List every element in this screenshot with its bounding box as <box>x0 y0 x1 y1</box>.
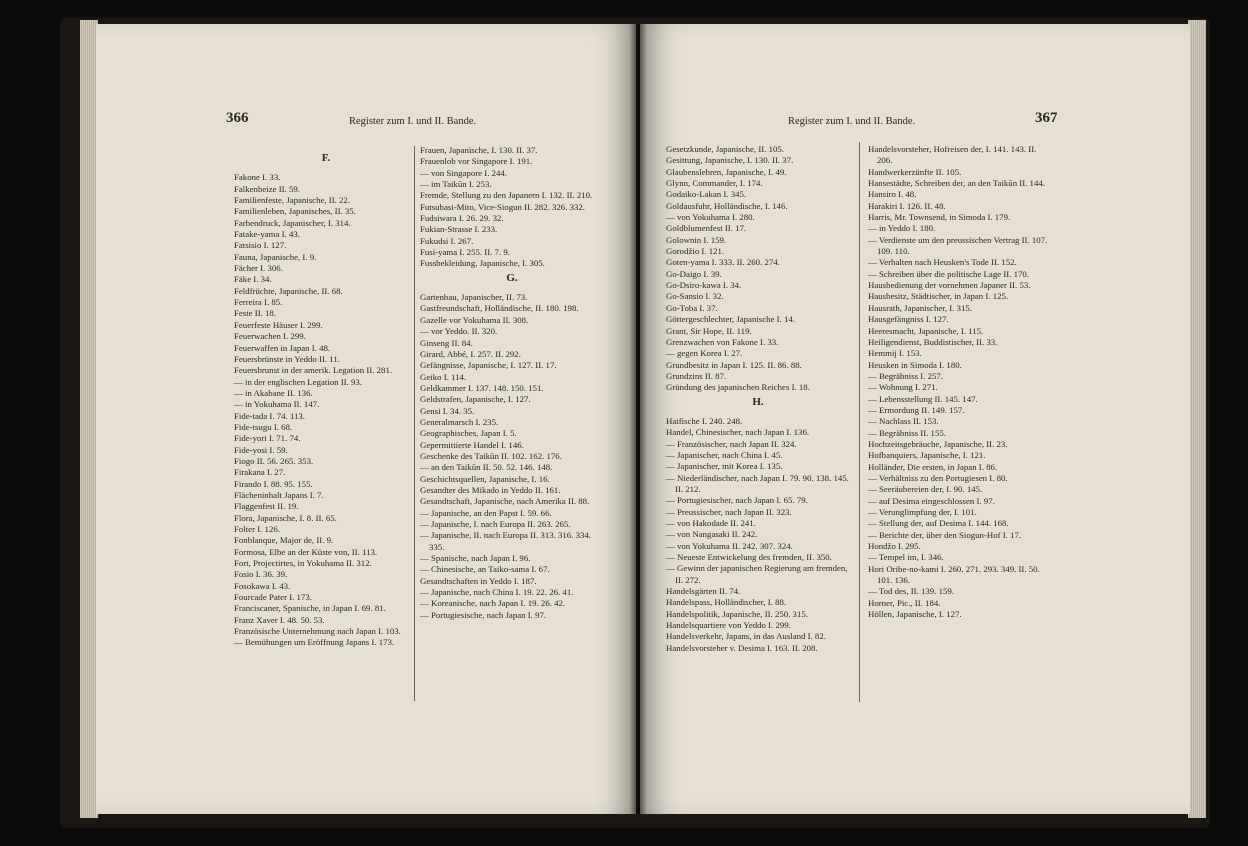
index-entry: Fonblanque, Major de, II. 9. <box>234 535 334 546</box>
index-column-right-1 <box>666 144 850 654</box>
index-entry: Fächer I. 306. <box>234 263 283 274</box>
index-entry: Geldstrafen, Japanische, I. 127. <box>420 394 531 405</box>
index-entry: — Bemühungen um Eröffnung Japans I. 173. <box>234 637 395 648</box>
index-entry: Goldausfuhr, Holländische, I. 146. <box>666 200 788 211</box>
index-entry: Göttergeschlechter, Japanische I. 14. <box>666 314 795 325</box>
index-entry: Gefängnisse, Japanische, I. 127. II. 17. <box>420 360 557 371</box>
index-entry: Handelsvorsteher v. Desima I. 163. II. 208. <box>666 642 818 653</box>
index-entry: Gesetzkunde, Japanische, II. 105. <box>666 144 784 154</box>
index-entry: Grundzins II. 87. <box>666 370 727 381</box>
index-entry: Godaiko-Lakan I. 345. <box>666 189 747 200</box>
index-entry: — Tod des, II. 139. 159. <box>868 586 954 597</box>
index-entry: Heiligendienst, Buddistischer, II. 33. <box>868 336 998 347</box>
index-entry: — an den Taikūn II. 50. 52. 146. 148. <box>420 462 553 473</box>
index-entry: — Chinesische, an Taiko-sama I. 67. <box>420 564 550 575</box>
index-entry: — in Akabane II. 136. <box>234 387 313 398</box>
index-entry: — Japanische, I. nach Europa II. 263. 265. <box>420 519 571 529</box>
index-entry: Französische Unternehmung nach Japan I. 103. <box>234 626 401 637</box>
index-entry: — vor Yeddo. II. 320. <box>420 326 498 337</box>
index-entry: Goldblumenfest II. 17. <box>666 223 747 234</box>
index-entry: Familienleben, Japanisches, II. 35. <box>234 206 356 217</box>
index-entry: — Japanischer, nach China I. 45. <box>666 449 783 460</box>
index-entry: Go-Dsiro-kawa I. 34. <box>666 280 742 291</box>
index-entry: Frauen, Japanische, I. 130. II. 37. <box>420 145 538 155</box>
index-entry: Grenzwachen von Fakone I. 33. <box>666 336 779 347</box>
index-entry: Flaggenfest II. 19. <box>234 501 299 512</box>
index-entry: Fakone I. 33. <box>234 172 281 183</box>
index-entry: Franciscaner, Spanische, in Japan I. 69. 81. <box>234 603 386 614</box>
right-page <box>640 24 1190 814</box>
index-entry: — Lebensstellung II. 145. 147. <box>868 393 978 404</box>
index-entry: — im Taikūn I. 253. <box>420 179 492 190</box>
index-entry: Geiko I. 114. <box>420 371 467 382</box>
index-entry: Handelsquartiere von Yeddo I. 299. <box>666 620 791 631</box>
running-head: Register zum I. und II. Bande. <box>349 116 477 127</box>
index-entry: Feste II. 18. <box>234 308 277 319</box>
index-entry: Goten-yama I. 333. II. 260. 274. <box>666 257 780 268</box>
index-entry: — Begräbniss II. 155. <box>868 427 946 438</box>
index-entry: Feuerfeste Häuser I. 299. <box>234 319 323 330</box>
index-entry: — Japanischer, mit Korea I. 135. <box>666 461 783 472</box>
index-entry: Hansiro I. 48. <box>868 189 917 200</box>
index-entry: — Ermordung II. 149. 157. <box>868 404 965 415</box>
index-entry: — Tempel im, I. 346. <box>868 552 944 563</box>
index-entry: Fide-yosi I. 59. <box>234 444 288 455</box>
index-entry: — Japanische, nach China I. 19. 22. 26. 41. <box>420 587 574 598</box>
index-entry: — in der englischen Legation II. 93. <box>234 376 363 387</box>
index-entry: Gorodžio I. 121. <box>666 246 725 257</box>
book-gutter <box>630 24 646 814</box>
index-entry: Fussbekleidung, Japanische, I. 305. <box>420 258 545 269</box>
page-edges-right <box>1188 20 1206 818</box>
index-entry: — Japanische, II. nach Europa II. 313. 316. 334. 335. <box>420 530 592 552</box>
index-entry: Go-Sansio I. 32. <box>666 291 724 302</box>
index-entry: — Wohnung I. 271. <box>868 382 938 393</box>
index-column-left-1 <box>234 150 418 649</box>
index-entry: — Preussischer, nach Japan II. 323. <box>666 506 792 517</box>
index-entry: Fiogo II. 56. 265. 353. <box>234 455 314 466</box>
index-entry: Fremde, Stellung zu den Japanern I. 132. II. 210. <box>420 190 593 201</box>
index-entry: Fatake-yama I. 43. <box>234 229 300 240</box>
index-entry: Harris, Mr. Townsend, in Simoda I. 179. <box>868 212 1011 223</box>
index-entry: — Neueste Entwickelung des fremden, II. 350. <box>666 552 832 563</box>
index-entry: Fosokawa I. 43. <box>234 580 291 591</box>
index-entry: Hofbanquiers, Japanische, I. 121. <box>868 450 986 461</box>
index-entry: Höllen, Japanische, I. 127. <box>868 609 962 620</box>
section-letter: G. <box>506 271 518 284</box>
index-entry: Hausrath, Japanischer, I. 315. <box>868 302 972 313</box>
index-entry: Grundbesitz in Japan I. 125. II. 86. 88. <box>666 359 802 370</box>
index-entry: Gepermittierte Handel I. 146. <box>420 439 524 450</box>
column-rule <box>859 142 860 702</box>
index-entry: Horner, Pic., II. 184. <box>868 597 941 608</box>
index-entry: Geschenke des Taikūn II. 102. 162. 176. <box>420 450 562 461</box>
index-entry: — von Singapore I. 244. <box>420 167 507 178</box>
index-entry: Fosio I. 36. 39. <box>234 569 288 580</box>
index-entry: — Berichte der, über den Siogun-Hof I. 17. <box>868 529 1022 540</box>
index-entry: Geschichtsquellen, Japanische, I. 16. <box>420 473 550 484</box>
index-entry: Feuersbrunst in der amerik. Legation II. 281. <box>234 365 393 376</box>
index-entry: Hausbedienung der vornehmen Japaner II. 53. <box>868 280 1031 291</box>
index-entry: — Gewinn der japanischen Regierung am fremden, II. 272. <box>666 563 848 585</box>
index-entry: — Japanische, an den Papst I. 59. 66. <box>420 507 552 518</box>
index-entry: Handelspass, Holländischer, I. 88. <box>666 597 787 608</box>
page-number: 367 <box>1035 110 1058 126</box>
index-entry: — Verdienste um den preussischen Vertrag II. 107. 109. 110. <box>868 234 1048 257</box>
index-entry: — in Yokuhama II. 147. <box>234 399 320 410</box>
index-entry: Gazelle vor Yokuhama II. 308. <box>420 314 529 325</box>
index-entry: Golownin I. 159. <box>666 234 727 245</box>
index-entry: — gegen Korea I. 27. <box>666 348 743 359</box>
index-entry: Hori Oribe-no-kami I. 260. 271. 293. 349. II. 50. 101. 136. <box>868 563 1040 586</box>
index-entry: Fide-yori I. 71. 74. <box>234 433 301 444</box>
index-entry: Gensi I. 34. 35. <box>420 405 475 416</box>
index-entry: Glaubenslehren, Japanische, I. 49. <box>666 166 787 177</box>
index-entry: — von Yokuhama II. 242. 307. 324. <box>666 540 793 551</box>
section-letter: H. <box>752 395 764 408</box>
index-entry: — Portugiesische, nach Japan I. 97. <box>420 609 547 620</box>
index-entry: Feldfrüchte, Japanische, II. 68. <box>234 285 343 296</box>
page-number: 366 <box>226 110 249 126</box>
index-entry: — von Nangasaki II. 242. <box>666 529 758 540</box>
index-entry: Handelsverkehr, Japans, in das Ausland I. 82. <box>666 631 826 642</box>
index-entry: Geldkammer I. 137. 148. 150. 151. <box>420 382 544 393</box>
index-entry: Go-Toba I. 37. <box>666 302 718 313</box>
index-entry: Go-Daigo I. 39. <box>666 268 722 279</box>
index-entry: Gesandtschaft, Japanische, nach Amerika II. 88. <box>420 496 590 507</box>
index-entry: — Spanische, nach Japan I. 96. <box>420 553 531 564</box>
index-entry: — Nachlass II. 153. <box>868 416 939 427</box>
index-entry: Generalmarsch I. 235. <box>420 416 499 427</box>
index-entry: Holländer, Die ersten, in Japan I. 86. <box>868 461 998 472</box>
index-entry: Flora, Japanische, I. 8. II. 65. <box>234 512 337 523</box>
index-entry: Gartenbau, Japanischer, II. 73. <box>420 292 528 303</box>
index-entry: Gesandtschaften in Yeddo I. 187. <box>420 575 537 586</box>
index-entry: Fauna, Japanische, I. 9. <box>234 251 317 262</box>
index-entry: — Stellung der, auf Desima I. 144. 168. <box>868 518 1009 529</box>
index-entry: Hausgefängniss I. 127. <box>868 314 949 325</box>
index-entry: Fukian-Strasse I. 233. <box>420 224 498 235</box>
index-entry: Fatsisio I. 127. <box>234 240 287 251</box>
left-page <box>96 24 636 814</box>
index-entry: Hemmij I. 153. <box>868 348 922 359</box>
index-entry: — von Yokuhama I. 280. <box>666 212 755 223</box>
index-entry: Firakana I. 27. <box>234 467 286 478</box>
index-entry: Gesandter des Mikado in Yeddo II. 161. <box>420 484 561 495</box>
index-entry: — Verhalten nach Heusken's Tode II. 152. <box>868 257 1017 268</box>
index-entry: Ferreira I. 85. <box>234 297 283 308</box>
index-entry: — Verunglimpfung der, I. 101. <box>868 507 977 517</box>
index-entry: Gastfreundschaft, Holländische, II. 180. 198. <box>420 303 579 314</box>
index-entry: — Koreanische, nach Japan I. 19. 26. 42. <box>420 598 566 609</box>
index-entry: Fide-tada I. 74. 113. <box>234 410 306 421</box>
column-rule <box>414 146 415 701</box>
index-entry: Gründung des japanischen Reiches I. 18. <box>666 382 810 393</box>
index-entry: — Französischer, nach Japan II. 324. <box>666 438 797 449</box>
index-entry: Handelsgärten II. 74. <box>666 586 741 597</box>
index-entry: Familienfeste, Japanische, II. 22. <box>234 195 351 206</box>
index-entry: Fukudsi I. 267. <box>420 235 474 246</box>
index-entry: Heusken in Simoda I. 180. <box>868 359 962 370</box>
index-entry: Fudsiwara I. 26. 29. 32. <box>420 213 504 224</box>
index-entry: Fide-tsugu I. 68. <box>234 421 293 432</box>
index-entry: Glynn, Commander, I. 174. <box>666 178 763 189</box>
index-entry: Feuersbrünste in Yeddo II. 11. <box>234 353 340 364</box>
section-letter: F. <box>321 152 331 164</box>
index-entry: Girard, Abbé, I. 257. II. 292. <box>420 348 521 359</box>
index-entry: — Schreiben über die politische Lage II. 170. <box>868 268 1029 279</box>
index-entry: Hausbesitz, Städtischer, in Japan I. 125. <box>868 291 1009 302</box>
index-entry: Heeresmacht, Japanische, I. 115. <box>868 325 984 336</box>
index-entry: Feuerwachen I. 299. <box>234 331 306 342</box>
index-entry: Gesittung, Japanische, I. 130. II. 37. <box>666 155 794 166</box>
index-entry: Falkenbeize II. 59. <box>234 183 300 194</box>
index-entry: — Seeräubereien der, I. 90. 145. <box>868 484 983 495</box>
index-entry: — Portugiesischer, nach Japan I. 65. 79. <box>666 495 808 506</box>
index-entry: Ginseng II. 84. <box>420 337 473 348</box>
index-entry: Grant, Sir Hope, II. 119. <box>666 325 752 336</box>
index-entry: — Niederländischer, nach Japan I. 79. 90. 138. 145. II. 212. <box>666 472 849 494</box>
index-entry: Haifische I. 240. 248. <box>666 415 743 426</box>
index-column-left-2 <box>420 145 604 621</box>
index-entry: Hochzeitsgebräuche, Japanische, II. 23. <box>868 438 1008 449</box>
running-head: Register zum I. und II. Bande. <box>788 116 916 127</box>
index-column-right-2 <box>868 144 1052 620</box>
index-entry: Geographisches, Japan I. 5. <box>420 428 517 439</box>
index-entry: Folter I. 126. <box>234 524 280 534</box>
index-entry: Firando I. 88. 95. 155. <box>234 478 313 489</box>
index-entry: Hansestädte, Schreiben der, an den Taikūn II. 144. <box>868 178 1045 189</box>
index-entry: Farbendruck, Japanischer, I. 314. <box>234 217 351 228</box>
index-entry: Handel, Chinesischer, nach Japan I. 136. <box>666 427 810 438</box>
index-entry: Handwerkerzünfte II. 105. <box>868 166 962 177</box>
index-entry: — Verhältniss zu den Portugiesen I. 80. <box>868 472 1008 483</box>
index-entry: Fusi-yama I. 255. II. 7. 9. <box>420 247 510 258</box>
index-entry: — auf Desima eingeschlossen I. 97. <box>868 495 995 506</box>
index-entry: Fäke I. 34. <box>234 274 272 285</box>
index-entry: Handelsvorsteher, Hofreisen der, I. 141. 143. II. 206. <box>868 144 1037 166</box>
index-entry: Frauenlob vor Singapore I. 191. <box>420 156 533 167</box>
index-entry: Hondžo I. 295. <box>868 541 921 552</box>
index-entry: — in Yeddo I. 180. <box>868 223 936 234</box>
index-entry: Flächeninhalt Japans I. 7. <box>234 489 324 500</box>
index-entry: — von Hakodade II. 241. <box>666 518 756 528</box>
index-entry: Harakiri I. 126. II. 48. <box>868 200 946 211</box>
index-entry: Formosa, Elbe an der Küste von, II. 113. <box>234 546 378 557</box>
index-entry: Futsubasi-Mito, Vice-Siogun II. 282. 326. 332. <box>420 201 585 212</box>
index-entry: Handelspolitik, Japanische, II. 250. 315. <box>666 608 808 619</box>
index-entry: Fort, Projectirtes, in Yokuhama II. 312. <box>234 558 372 569</box>
index-entry: Fourcade Pater I. 173. <box>234 592 312 603</box>
index-entry: Feuerwaffen in Japan I. 48. <box>234 342 331 353</box>
index-entry: Franz Xaver I. 48. 50. 53. <box>234 614 325 625</box>
index-entry: — Begräbniss I. 257. <box>868 370 944 381</box>
